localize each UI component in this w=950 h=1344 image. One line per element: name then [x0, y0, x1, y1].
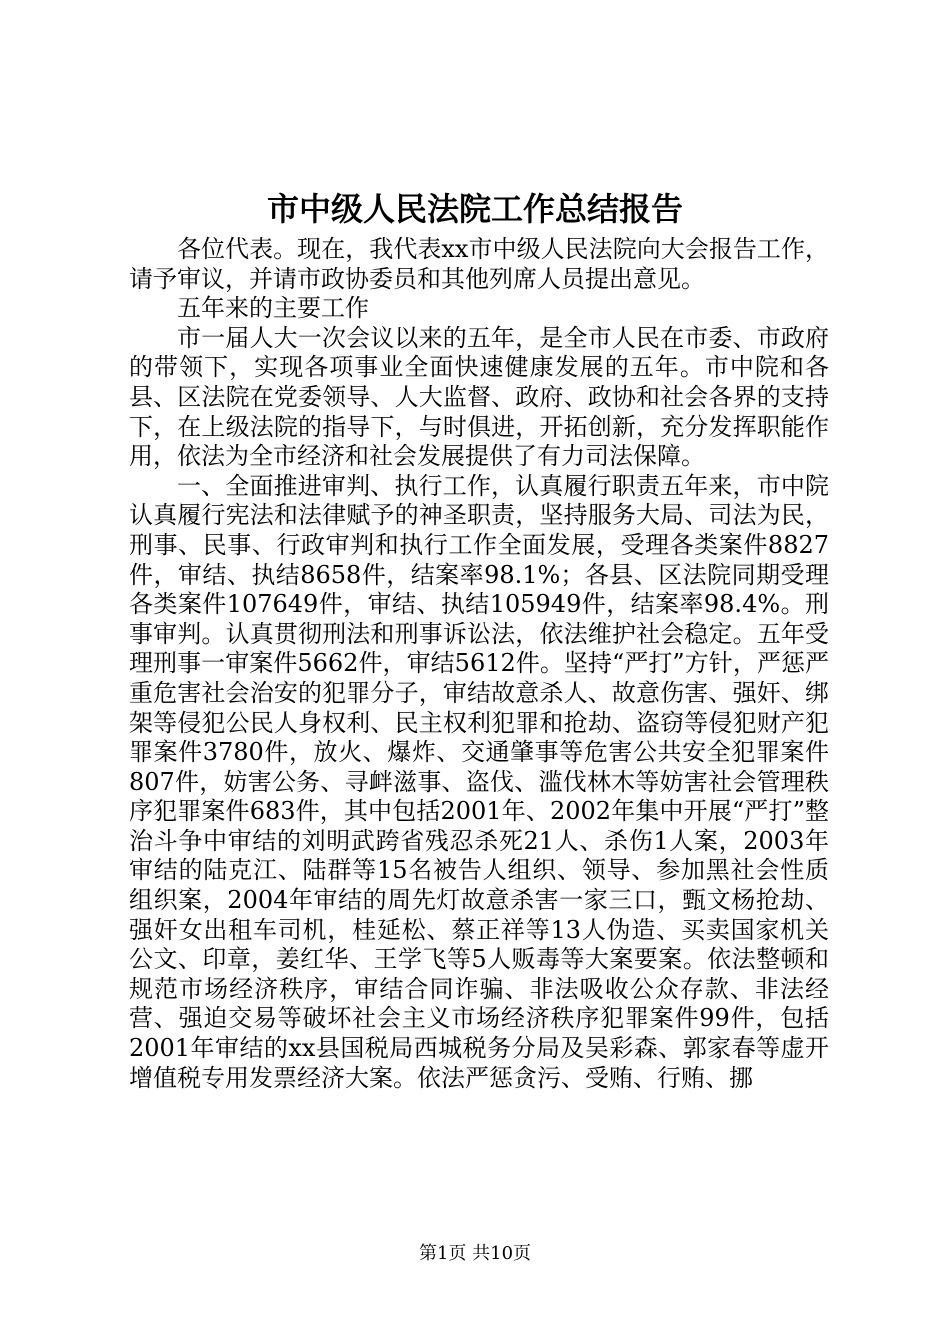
- page-footer: 第1页 共10页: [418, 1243, 532, 1264]
- paragraph-overview: 市一届人大一次会议以来的五年，是全市人民在市委、市政府的带领下，实现各项事业全面快速健康发展的五年。市中院和各县、区法院在党委领导、人大监督、政府、政协和社会各界的支持下，在上级法院的指导下，与时俱进，开拓创新，充分发挥职能作用，依法为全市经济和社会发展提供了有力司法保障。: [129, 323, 829, 471]
- document-body: [129, 235, 829, 1093]
- paragraph-opening: 各位代表。现在，我代表xx市中级人民法院向大会报告工作，请予审议，并请市政协委员和其他列席人员提出意见。: [129, 235, 829, 293]
- section-heading: 五年来的主要工作: [177, 294, 369, 323]
- document-title: 市中级人民法院工作总结报告: [266, 190, 683, 228]
- paragraph-trial-work: 一、全面推进审判、执行工作，认真履行职责五年来，市中院认真履行宪法和法律赋予的神圣职责，坚持服务大局、司法为民，刑事、民事、行政审判和执行工作全面发展，受理各类案件8827件，审结、执结8658件，结案率98.1%；各县、区法院同期受理各类案件107649件，审结、执结105949件，结案率98.4%。刑事审判。认真贯彻刑法和刑事诉讼法，依法维护社会稳定。五年受理刑事一审案件5662件，审结5612件。坚持“严打”方针，严惩严重危害社会治安的犯罪分子，审结故意杀人、故意伤害、强奸、绑架等侵犯公民人身权利、民主权利犯罪和抢劫、盗窃等侵犯财产犯罪案件3780件，放火、爆炸、交通肇事等危害公共安全犯罪案件807件，妨害公务、寻衅滋事、盗伐、滥伐林木等妨害社会管理秩序犯罪案件683件，其中包括2001年、2002年集中开展“严打”整治斗争中审结的刘明武跨省残忍杀死21人、杀伤1人案，2003年审结的陆克江、陆群等15名被告人组织、领导、参加黑社会性质组织案，2004年审结的周先灯故意杀害一家三口，甄文杨抢劫、强奸女出租车司机，桂延松、蔡正祥等13人伪造、买卖国家机关公文、印章，姜红华、王学飞等5人贩毒等大案要案。依法整顿和规范市场经济秩序，审结合同诈骗、非法吸收公众存款、非法经营、强迫交易等破坏社会主义市场经济秩序犯罪案件99件，包括2001年审结的xx县国税局西城税务分局及吴彩森、郭家春等虚开增值税专用发票经济大案。依法严惩贪污、受贿、行贿、挪: [129, 471, 829, 1092]
